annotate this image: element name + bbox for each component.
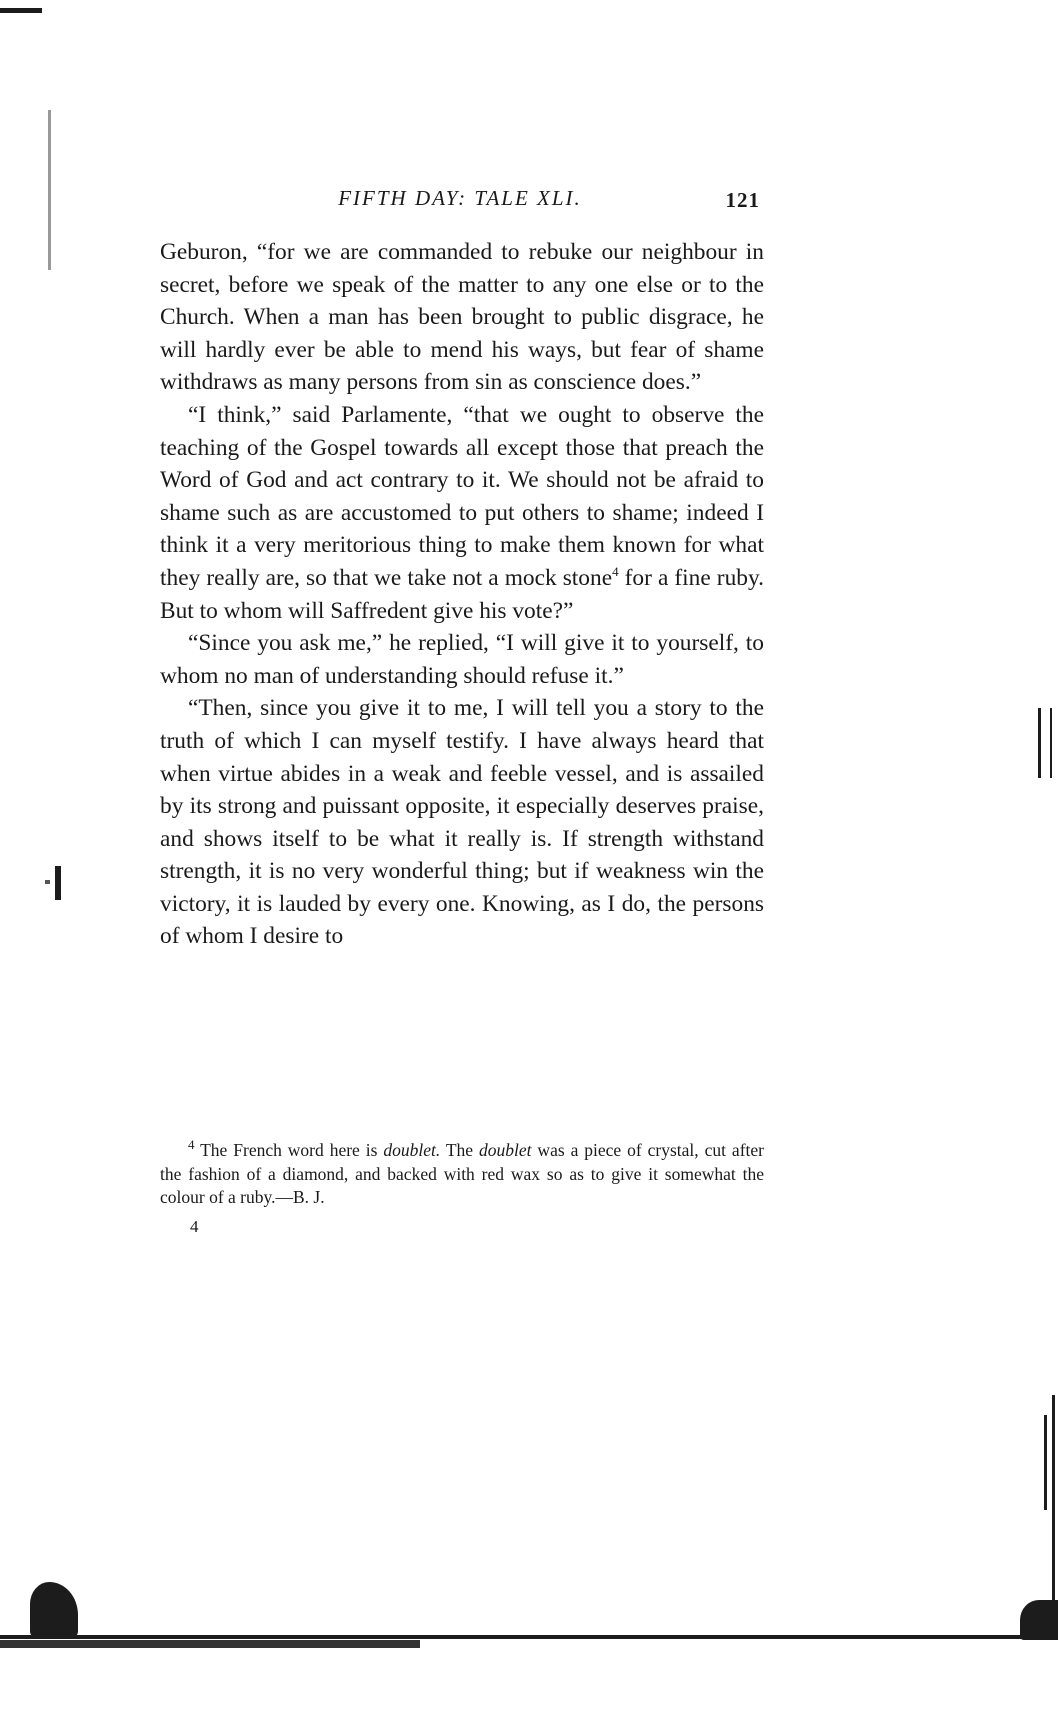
footnote-reference: 4 (612, 564, 619, 580)
signature-mark: 4 (190, 1217, 199, 1236)
paragraph-2-before-note: “I think,” said Parlamente, “that we ought to observe the teaching of the Gospel towards all except those that preach the Word of God and act contrary to it. We should not be afraid to shame such as are accustomed to put others to shame; indeed I think it a very meritorious thing to make them known for what they really are, so that we take not a mock stone (160, 401, 764, 591)
footnote (160, 1139, 764, 1210)
footnote-text-1: The French word here is (194, 1140, 384, 1160)
scan-bar-right-bottom (1044, 1415, 1047, 1510)
scan-mark-left-middle (55, 866, 61, 900)
footnote-text-2: The (440, 1140, 479, 1160)
paragraph-2-after-note: for a fine ruby. But to whom will Saffredent give his vote?” (160, 564, 764, 624)
scan-speckle-left (48, 110, 51, 270)
scan-mark-top-left (0, 8, 42, 13)
scan-bar-right-bottom-2 (1052, 1395, 1055, 1625)
footnote-marker: 4 (188, 1137, 195, 1153)
scan-blot-bottom-right (1020, 1600, 1058, 1640)
running-head: FIFTH DAY: TALE XLI. (338, 186, 582, 210)
scan-speckle-left-2 (45, 880, 50, 884)
page-header (160, 186, 760, 216)
footnote-text-3: was a piece of crystal, cut after the fashion of a diamond, and backed with red wax so as to give it somewhat the colour of a ruby.—B. J. (160, 1140, 764, 1207)
scan-blot-bottom-left (30, 1582, 78, 1637)
page-number: 121 (725, 188, 760, 212)
scan-shadow-bottom (0, 1635, 1058, 1639)
paragraph-3: “Since you ask me,” he replied, “I will give it to yourself, to whom no man of understanding should refuse it.” (160, 630, 764, 689)
scan-shadow-bottom-2 (0, 1640, 420, 1648)
footnote-term-2: doublet (479, 1140, 532, 1160)
scan-bar-right-top (1038, 708, 1041, 778)
scan-bar-right-top-2 (1050, 708, 1052, 778)
paragraph-1: Geburon, “for we are commanded to rebuke our neighbour in secret, before we speak of the matter to any one else or to the Church. When a man has been brought to public disgrace, he will hardly ever be able to mend his ways, but fear of shame withdraws as many persons from sin as conscience does.” (160, 239, 764, 396)
body-text (160, 236, 764, 953)
footnote-block (160, 1139, 764, 1210)
footnote-term-1: doublet. (383, 1140, 441, 1160)
paragraph-2 (160, 399, 764, 627)
paragraph-4: “Then, since you give it to me, I will tell you a story to the truth of which I can myself testify. I have always heard that when virtue abides in a weak and feeble vessel, and is assailed by its strong and puissant opposite, it especially deserves praise, and shows itself to be what it really is. If strength withstand strength, it is no very wonderful thing; but if weakness win the victory, it is lauded by every one. Knowing, as I do, the persons of whom I desire to (160, 695, 764, 950)
